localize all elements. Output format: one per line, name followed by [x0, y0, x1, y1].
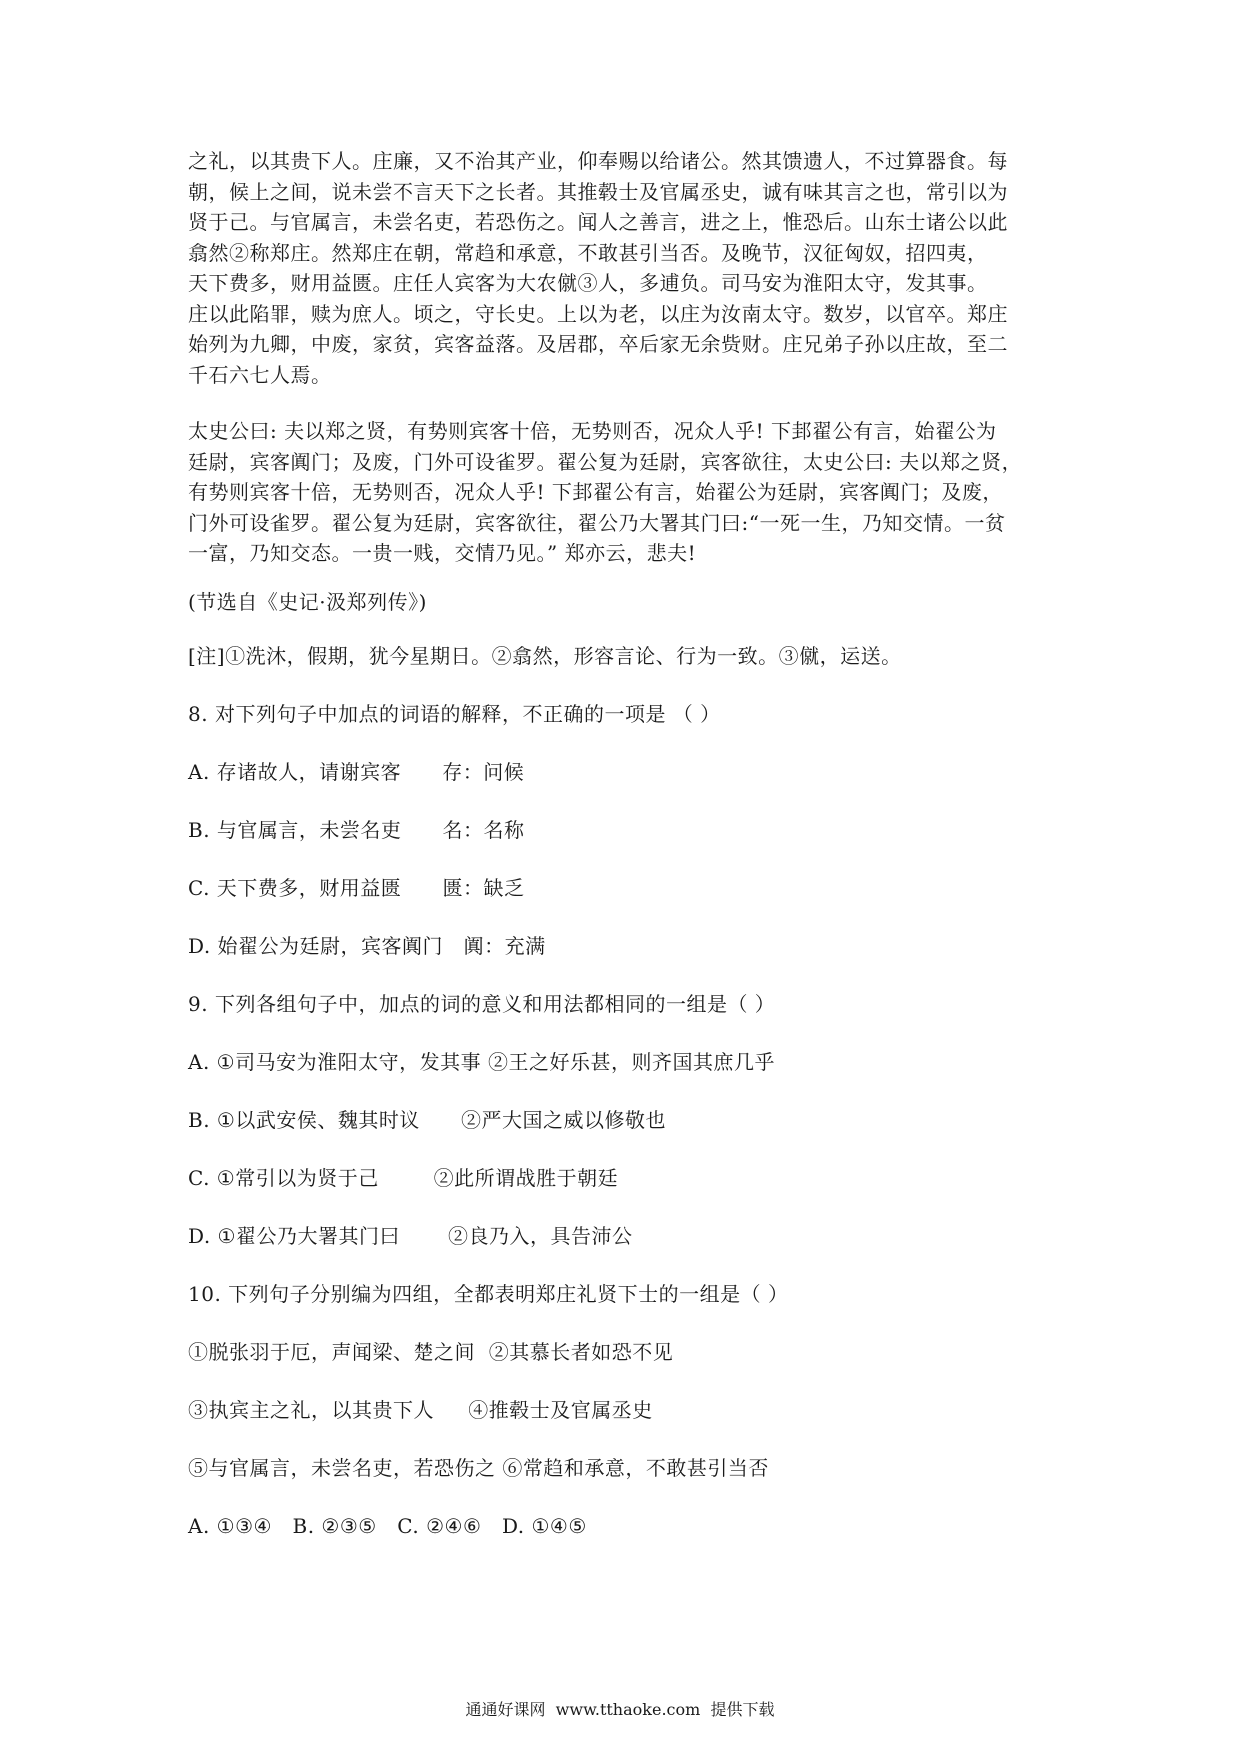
- passage-line: 天下费多，财用益匮。庄任人宾客为大农僦③人，多逋负。司马安为淮阳太守，发其事。: [188, 271, 988, 295]
- question-9-option-b: B. ①以武安侯、魏其时议 ②严大国之威以修敬也: [188, 1107, 666, 1132]
- passage-line: 太史公曰: 夫以郑之贤，有势则宾客十倍，无势则否，况众人乎! 下邽翟公有言，始翟公为: [188, 419, 997, 443]
- passage-line: 一富，乃知交态。一贵一贱，交情乃见。” 郑亦云，悲夫!: [188, 541, 697, 565]
- passage-paragraph-1: [188, 146, 1078, 390]
- passage-line: 朝，候上之间，说未尝不言天下之长者。其推毂士及官属丞史，诚有味其言之也，常引以为: [188, 179, 1008, 204]
- passage-line: 翕然②称郑庄。然郑庄在朝，常趋和承意，不敢甚引当否。及晚节，汉征匈奴，招四夷，: [188, 240, 988, 265]
- passage-paragraph-2: [188, 416, 1078, 569]
- question-8-option-a: A. 存诸故人，请谢宾客 存：问候: [188, 759, 525, 784]
- passage-line: 庄以此陷罪，赎为庶人。顷之，守长史。上以为老，以庄为汝南太守。数岁，以官卒。郑庄: [188, 301, 1008, 326]
- question-8-option-b: B. 与官属言，未尝名吏 名：名称: [188, 817, 525, 842]
- question-9-stem: 9. 下列各组句子中，加点的词的意义和用法都相同的一组是（ ）: [188, 991, 776, 1016]
- question-10-items-3-4: ③执宾主之礼，以其贵下人 ④推毂士及官属丞史: [188, 1397, 653, 1422]
- question-8-option-c: C. 天下费多，财用益匮 匮：缺乏: [188, 875, 525, 900]
- passage-line: 门外可设雀罗。翟公复为廷尉，宾客欲往，翟公乃大署其门曰:“一死一生，乃知交情。一贫: [188, 510, 1006, 535]
- passage-line: 始列为九卿，中废，家贫，宾客益落。及居郡，卒后家无余赀财。庄兄弟子孙以庄故，至二: [188, 332, 1008, 356]
- passage-line: 廷尉，宾客阗门；及废，门外可设雀罗。翟公复为廷尉，宾客欲往，太史公曰: 夫以郑之贤，: [188, 449, 1023, 474]
- question-9-option-c: C. ①常引以为贤于己 ②此所谓战胜于朝廷: [188, 1165, 619, 1190]
- passage-line: 之礼，以其贵下人。庄廉，又不治其产业，仰奉赐以给诸公。然其馈遗人，不过算器食。每: [188, 149, 1008, 173]
- page-footer: 通通好课网 www.tthaoke.com 提供下载: [465, 1700, 775, 1719]
- passage-line: 千石六七人焉。: [188, 362, 332, 387]
- question-10-choices: A. ①③④ B. ②③⑤ C. ②④⑥ D. ①④⑤: [188, 1513, 587, 1538]
- document-page: [188, 146, 1078, 1541]
- passage-source: (节选自《史记·汲郑列传》): [188, 589, 427, 614]
- question-8-stem: 8. 对下列句子中加点的词语的解释，不正确的一项是 （ ）: [188, 701, 721, 726]
- question-9-option-d: D. ①翟公乃大署其门曰 ②良乃入，具告沛公: [188, 1223, 633, 1248]
- passage-note: [注]①洗沐，假期，犹今星期日。②翕然，形容言论、行为一致。③僦，运送。: [188, 643, 902, 668]
- question-10-items-1-2: ①脱张羽于厄，声闻梁、楚之间 ②其慕长者如恐不见: [188, 1339, 674, 1364]
- question-10-items-5-6: ⑤与官属言，未尝名吏，若恐伤之 ⑥常趋和承意，不敢甚引当否: [188, 1455, 769, 1480]
- passage-line: 贤于己。与官属言，未尝名吏，若恐伤之。闻人之善言，进之上，惟恐后。山东士诸公以此: [188, 210, 1008, 234]
- question-9-option-a: A. ①司马安为淮阳太守，发其事 ②王之好乐甚，则齐国其庶几乎: [188, 1049, 775, 1074]
- question-10-stem: 10. 下列句子分别编为四组，全都表明郑庄礼贤下士的一组是（ ）: [188, 1281, 789, 1306]
- question-8-option-d: D. 始翟公为廷尉，宾客阗门 阗：充满: [188, 933, 546, 958]
- passage-line: 有势则宾客十倍，无势则否，况众人乎! 下邽翟公有言，始翟公为廷尉，宾客阗门；及废，: [188, 480, 1003, 504]
